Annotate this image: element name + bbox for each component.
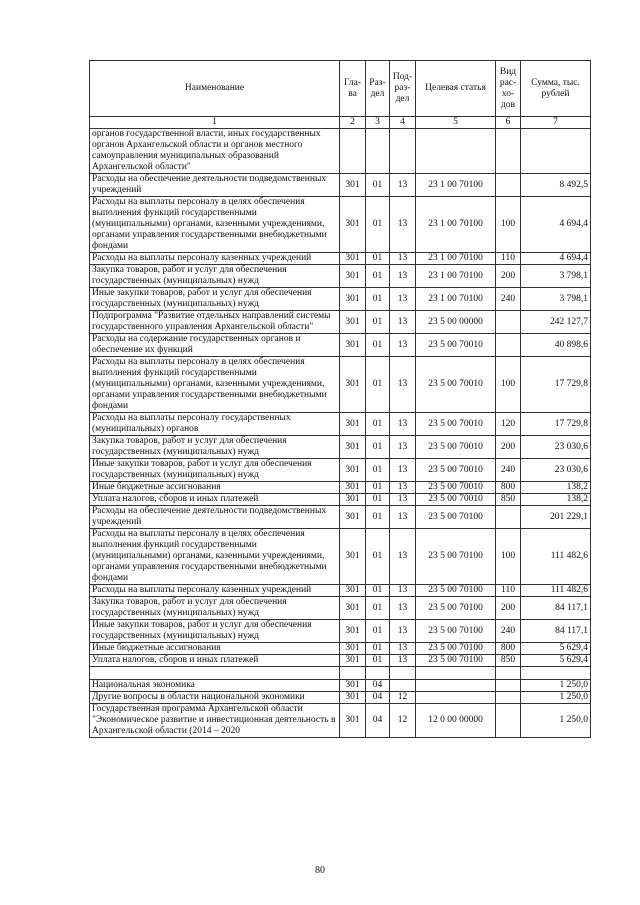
cell-glava: 301 (340, 413, 366, 436)
cell-sum: 201 229,1 (521, 506, 591, 529)
cell-podrazdel: 13 (390, 597, 416, 620)
table-body (90, 129, 591, 738)
cell-stat: 23 5 00 70010 (416, 334, 496, 357)
cell-name: Иные бюджетные ассигнования (90, 482, 340, 494)
cell-sum: 3 798,1 (521, 265, 591, 288)
cell-sum: 84 117,1 (521, 620, 591, 643)
cell-stat: 23 5 00 70100 (416, 643, 496, 655)
table-row (90, 197, 591, 253)
cell-name: Расходы на выплаты персоналу в целях обеспечения выполнения функций государственными (муниципальными) органами, казенными учреждениями, органами управления государственными внебюджетными фондами (90, 197, 340, 253)
cell-stat: 23 5 00 70100 (416, 529, 496, 585)
cell-glava: 301 (340, 597, 366, 620)
cell-vid: 200 (496, 436, 521, 459)
cell-razdel (366, 129, 390, 174)
table-row (90, 265, 591, 288)
cell-razdel: 01 (366, 265, 390, 288)
cell-razdel (366, 667, 390, 680)
column-number: 3 (366, 117, 390, 129)
cell-podrazdel: 13 (390, 643, 416, 655)
cell-glava: 301 (340, 680, 366, 692)
cell-name: Уплата налогов, сборов и иных платежей (90, 655, 340, 667)
cell-name: Расходы на выплаты персоналу казенных учреждений (90, 585, 340, 597)
cell-glava (340, 129, 366, 174)
cell-vid: 110 (496, 585, 521, 597)
table-row (90, 655, 591, 667)
cell-podrazdel: 13 (390, 197, 416, 253)
cell-podrazdel: 12 (390, 704, 416, 738)
cell-name: Иные закупки товаров, работ и услуг для обеспечения государственных (муниципальных) нужд (90, 620, 340, 643)
cell-razdel: 01 (366, 494, 390, 506)
cell-vid: 850 (496, 655, 521, 667)
header-sum: Сумма, тыс. рублей (521, 61, 591, 117)
cell-name: Расходы на выплаты персоналу в целях обеспечения выполнения функций государственными (муниципальными) органами, казенными учреждениями, органами управления государственными внебюджетными фондами (90, 357, 340, 413)
table-row (90, 482, 591, 494)
cell-name: Расходы на содержание государственных органов и обеспечение их функций (90, 334, 340, 357)
cell-glava: 301 (340, 357, 366, 413)
cell-razdel: 01 (366, 655, 390, 667)
cell-stat: 23 5 00 70010 (416, 413, 496, 436)
cell-podrazdel: 13 (390, 265, 416, 288)
cell-razdel: 01 (366, 643, 390, 655)
cell-vid (496, 692, 521, 704)
cell-vid: 100 (496, 357, 521, 413)
table-row (90, 704, 591, 738)
cell-vid (496, 311, 521, 334)
cell-podrazdel: 13 (390, 620, 416, 643)
cell-vid (496, 334, 521, 357)
header-glava: Гла-ва (340, 61, 366, 117)
table-row (90, 643, 591, 655)
cell-glava: 301 (340, 506, 366, 529)
table-row (90, 506, 591, 529)
page-number: 80 (315, 865, 325, 876)
table-row (90, 174, 591, 197)
cell-name: Национальная экономика (90, 680, 340, 692)
cell-name: Другие вопросы в области национальной экономики (90, 692, 340, 704)
cell-podrazdel: 13 (390, 357, 416, 413)
cell-vid (496, 704, 521, 738)
cell-stat (416, 667, 496, 680)
cell-razdel: 01 (366, 357, 390, 413)
cell-sum: 4 694,4 (521, 197, 591, 253)
cell-vid (496, 680, 521, 692)
cell-name: Уплата налогов, сборов и иных платежей (90, 494, 340, 506)
cell-razdel: 01 (366, 311, 390, 334)
cell-stat: 23 1 00 70100 (416, 197, 496, 253)
cell-podrazdel (390, 129, 416, 174)
cell-glava (340, 667, 366, 680)
cell-sum: 1 250,0 (521, 680, 591, 692)
table-row (90, 620, 591, 643)
cell-vid: 850 (496, 494, 521, 506)
cell-razdel: 01 (366, 585, 390, 597)
column-number: 6 (496, 117, 521, 129)
cell-podrazdel: 13 (390, 174, 416, 197)
cell-name: Закупка товаров, работ и услуг для обеспечения государственных (муниципальных) нужд (90, 265, 340, 288)
cell-stat: 23 5 00 70010 (416, 494, 496, 506)
cell-razdel: 01 (366, 529, 390, 585)
cell-razdel: 01 (366, 334, 390, 357)
cell-stat: 23 5 00 70100 (416, 620, 496, 643)
cell-podrazdel: 13 (390, 436, 416, 459)
cell-podrazdel: 13 (390, 311, 416, 334)
table-row (90, 253, 591, 265)
cell-vid: 240 (496, 620, 521, 643)
cell-sum: 4 694,4 (521, 253, 591, 265)
cell-podrazdel (390, 680, 416, 692)
cell-sum: 84 117,1 (521, 597, 591, 620)
cell-stat: 23 5 00 70010 (416, 459, 496, 482)
cell-name: Расходы на обеспечение деятельности подведомственных учреждений (90, 174, 340, 197)
table-row (90, 334, 591, 357)
cell-glava: 301 (340, 494, 366, 506)
cell-vid: 800 (496, 482, 521, 494)
cell-stat: 23 5 00 70010 (416, 357, 496, 413)
table-row (90, 597, 591, 620)
cell-name: Расходы на выплаты персоналу в целях обеспечения выполнения функций государственными (муниципальными) органами, казенными учреждениями, органами управления государственными внебюджетными фондами (90, 529, 340, 585)
column-number: 2 (340, 117, 366, 129)
cell-razdel: 01 (366, 620, 390, 643)
cell-vid: 110 (496, 253, 521, 265)
cell-razdel: 01 (366, 253, 390, 265)
table-row (90, 494, 591, 506)
cell-stat: 23 1 00 70100 (416, 288, 496, 311)
cell-razdel: 01 (366, 597, 390, 620)
cell-sum: 40 898,6 (521, 334, 591, 357)
cell-glava: 301 (340, 643, 366, 655)
table-row (90, 585, 591, 597)
table-row (90, 413, 591, 436)
cell-stat: 23 1 00 70100 (416, 253, 496, 265)
cell-glava: 301 (340, 197, 366, 253)
cell-podrazdel: 13 (390, 288, 416, 311)
cell-podrazdel (390, 667, 416, 680)
cell-stat: 23 5 00 70100 (416, 585, 496, 597)
cell-razdel: 01 (366, 436, 390, 459)
cell-stat: 23 5 00 70100 (416, 506, 496, 529)
cell-glava: 301 (340, 585, 366, 597)
cell-vid (496, 174, 521, 197)
cell-razdel: 01 (366, 413, 390, 436)
cell-sum: 17 729,8 (521, 413, 591, 436)
cell-razdel: 01 (366, 174, 390, 197)
cell-stat: 23 1 00 70100 (416, 174, 496, 197)
cell-name: Расходы на обеспечение деятельности подведомственных учреждений (90, 506, 340, 529)
cell-razdel: 04 (366, 692, 390, 704)
cell-name: Расходы на выплаты персоналу казенных учреждений (90, 253, 340, 265)
cell-name: Расходы на выплаты персоналу государственных (муниципальных) органов (90, 413, 340, 436)
cell-sum: 138,2 (521, 482, 591, 494)
cell-vid (496, 506, 521, 529)
cell-vid: 200 (496, 265, 521, 288)
cell-sum: 1 250,0 (521, 704, 591, 738)
table-row (90, 311, 591, 334)
cell-sum: 23 030,6 (521, 459, 591, 482)
cell-name: Закупка товаров, работ и услуг для обеспечения государственных (муниципальных) нужд (90, 597, 340, 620)
cell-vid (496, 129, 521, 174)
cell-glava: 301 (340, 459, 366, 482)
cell-glava: 301 (340, 529, 366, 585)
cell-stat: 23 5 00 70100 (416, 597, 496, 620)
header-stat: Целевая статья (416, 61, 496, 117)
cell-name: органов государственной власти, иных государственных органов Архангельской области и органов местного самоуправления муниципальных образований Архангельской области" (90, 129, 340, 174)
cell-sum (521, 667, 591, 680)
header-row (90, 61, 591, 117)
column-number: 5 (416, 117, 496, 129)
cell-stat (416, 680, 496, 692)
table-row (90, 357, 591, 413)
budget-table (89, 60, 591, 738)
cell-podrazdel: 13 (390, 482, 416, 494)
cell-glava: 301 (340, 174, 366, 197)
cell-razdel: 04 (366, 704, 390, 738)
cell-glava: 301 (340, 311, 366, 334)
cell-name (90, 667, 340, 680)
table-row (90, 459, 591, 482)
cell-vid: 800 (496, 643, 521, 655)
cell-vid: 100 (496, 529, 521, 585)
cell-sum: 5 629,4 (521, 655, 591, 667)
column-number: 7 (521, 117, 591, 129)
cell-sum: 3 798,1 (521, 288, 591, 311)
table-row (90, 288, 591, 311)
table-row (90, 667, 591, 680)
header-podrazdel: Под-раз-дел (390, 61, 416, 117)
cell-sum (521, 129, 591, 174)
table-row (90, 692, 591, 704)
cell-vid: 120 (496, 413, 521, 436)
cell-stat (416, 129, 496, 174)
cell-glava: 301 (340, 288, 366, 311)
cell-podrazdel: 13 (390, 334, 416, 357)
cell-podrazdel: 13 (390, 529, 416, 585)
cell-name: Иные закупки товаров, работ и услуг для обеспечения государственных (муниципальных) нужд (90, 288, 340, 311)
cell-sum: 1 250,0 (521, 692, 591, 704)
cell-sum: 111 482,6 (521, 585, 591, 597)
cell-stat: 23 5 00 70100 (416, 655, 496, 667)
cell-glava: 301 (340, 334, 366, 357)
cell-podrazdel: 13 (390, 585, 416, 597)
cell-podrazdel: 12 (390, 692, 416, 704)
cell-vid: 200 (496, 597, 521, 620)
cell-name: Иные закупки товаров, работ и услуг для обеспечения государственных (муниципальных) нужд (90, 459, 340, 482)
cell-vid: 100 (496, 197, 521, 253)
table-row (90, 680, 591, 692)
cell-name: Закупка товаров, работ и услуг для обеспечения государственных (муниципальных) нужд (90, 436, 340, 459)
cell-razdel: 01 (366, 506, 390, 529)
header-name: Наименование (90, 61, 340, 117)
cell-glava: 301 (340, 253, 366, 265)
cell-sum: 23 030,6 (521, 436, 591, 459)
cell-razdel: 01 (366, 197, 390, 253)
cell-sum: 111 482,6 (521, 529, 591, 585)
cell-stat (416, 692, 496, 704)
cell-glava: 301 (340, 436, 366, 459)
column-number: 4 (390, 117, 416, 129)
cell-glava: 301 (340, 704, 366, 738)
cell-podrazdel: 13 (390, 494, 416, 506)
cell-sum: 8 492,5 (521, 174, 591, 197)
table-row (90, 529, 591, 585)
header-vid: Вид рас-хо-дов (496, 61, 521, 117)
cell-vid: 240 (496, 288, 521, 311)
cell-sum: 242 127,7 (521, 311, 591, 334)
cell-vid (496, 667, 521, 680)
cell-glava: 301 (340, 692, 366, 704)
column-number: 1 (90, 117, 340, 129)
cell-sum: 138,2 (521, 494, 591, 506)
cell-sum: 5 629,4 (521, 643, 591, 655)
cell-podrazdel: 13 (390, 413, 416, 436)
cell-stat: 23 5 00 70010 (416, 482, 496, 494)
cell-glava: 301 (340, 482, 366, 494)
cell-stat: 23 1 00 70100 (416, 265, 496, 288)
cell-podrazdel: 13 (390, 459, 416, 482)
cell-glava: 301 (340, 655, 366, 667)
cell-razdel: 01 (366, 459, 390, 482)
cell-podrazdel: 13 (390, 253, 416, 265)
cell-glava: 301 (340, 620, 366, 643)
column-number-row (90, 117, 591, 129)
cell-podrazdel: 13 (390, 655, 416, 667)
cell-name: Подпрограмма "Развитие отдельных направлений системы государственного управления Архангельской области" (90, 311, 340, 334)
cell-stat: 23 5 00 70010 (416, 436, 496, 459)
header-razdel: Раз-дел (366, 61, 390, 117)
cell-glava: 301 (340, 265, 366, 288)
table-row (90, 129, 591, 174)
table-row (90, 436, 591, 459)
cell-razdel: 01 (366, 288, 390, 311)
cell-stat: 23 5 00 00000 (416, 311, 496, 334)
cell-razdel: 01 (366, 482, 390, 494)
cell-vid: 240 (496, 459, 521, 482)
cell-name: Иные бюджетные ассигнования (90, 643, 340, 655)
cell-sum: 17 729,8 (521, 357, 591, 413)
cell-razdel: 04 (366, 680, 390, 692)
cell-podrazdel: 13 (390, 506, 416, 529)
cell-stat: 12 0 00 00000 (416, 704, 496, 738)
cell-name: Государственная программа Архангельской области "Экономическое развитие и инвестиционная деятельность в Архангельской области (2014 – 2020 (90, 704, 340, 738)
